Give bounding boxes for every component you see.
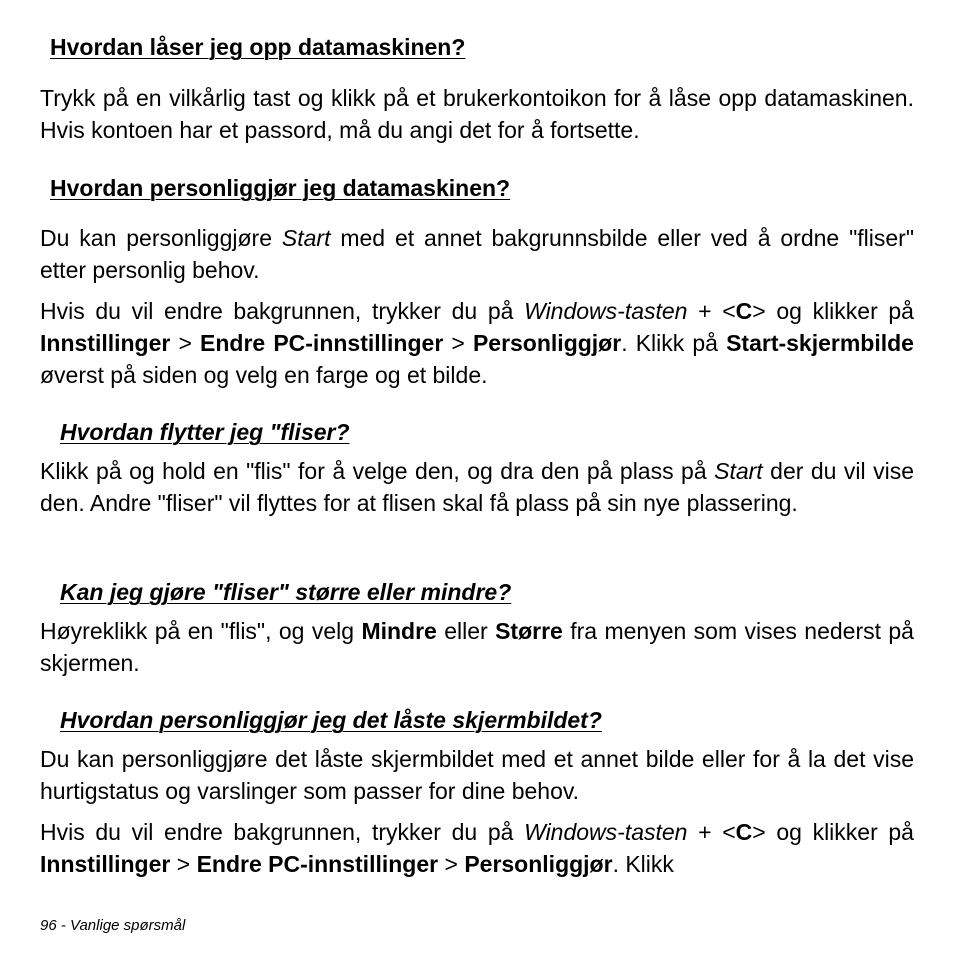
page-footer: 96 - Vanlige spørsmål (40, 917, 186, 934)
subheading-lock-screen: Hvordan personliggjør jeg det låste skjermbildet? (60, 707, 602, 733)
paragraph-unlock: Trykk på en vilkårlig tast og klikk på et brukerkontoikon for å låse opp datamaskinen. Hvis kontoen har et passord, må du angi det for å fortsette. (40, 85, 914, 143)
paragraph-resize-tiles: Høyreklikk på en "flis", og velg Mindre eller Større fra menyen som vises nederst på skjermen. (40, 618, 914, 676)
paragraph-personalize-start: Du kan personliggjøre Start med et annet bakgrunnsbilde eller ved å ordne "fliser" etter personlig behov. (40, 225, 914, 283)
paragraph-change-background: Hvis du vil endre bakgrunnen, trykker du på Windows-tasten + <C> og klikker på Innstillinger > Endre PC-innstillinger > Personliggjør. Klikk på Start-skjermbilde øverst på siden og velg en farge og et bilde. (40, 298, 914, 388)
subheading-resize-tiles: Kan jeg gjøre "fliser" større eller mindre? (60, 579, 512, 605)
heading-personalize: Hvordan personliggjør jeg datamaskinen? (50, 175, 511, 201)
paragraph-lock-screen: Du kan personliggjøre det låste skjermbildet med et annet bilde eller for å la det vise hurtigstatus og varslinger som passer for dine behov. (40, 746, 914, 804)
paragraph-lock-screen-background: Hvis du vil endre bakgrunnen, trykker du på Windows-tasten + <C> og klikker på Innstillinger > Endre PC-innstillinger > Personliggjør. Klikk (40, 819, 914, 877)
heading-unlock: Hvordan låser jeg opp datamaskinen? (50, 34, 466, 60)
paragraph-move-tiles: Klikk på og hold en "flis" for å velge den, og dra den på plass på Start der du vil vise den. Andre "fliser" vil flyttes for at flisen skal få plass på sin nye plassering. (40, 458, 914, 516)
subheading-move-tiles: Hvordan flytter jeg "fliser? (60, 419, 350, 445)
